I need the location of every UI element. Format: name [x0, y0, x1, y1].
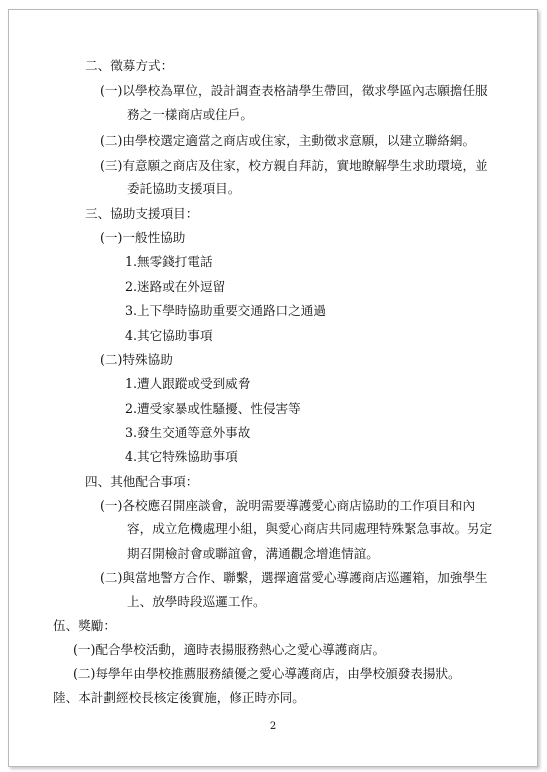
section-2-item-1-line-1: (一)以學校為單位，設計調查表格請學生帶回，徵求學區內志願擔任服	[100, 83, 488, 98]
section-3-heading: 三、協助支援項目：	[85, 206, 199, 221]
section-4-item-2-line-2: 上、放學時段巡邏工作。	[127, 594, 266, 609]
section-3-group-1-item-1: 1.無零錢打電話	[125, 254, 213, 269]
section-5-heading: 伍、獎勵：	[53, 618, 116, 633]
section-2-item-2: (二)由學校選定適當之商店或住家，主動徵求意願，以建立聯絡網。	[100, 133, 476, 148]
section-3-group-1-item-3: 3.上下學時協助重要交通路口之通過	[125, 303, 326, 318]
section-6-text: 陸、本計劃經校長核定後實施，修正時亦同。	[53, 690, 305, 705]
section-3-group-2-item-2: 2.遭受家暴或性騷擾、性侵害等	[125, 401, 301, 416]
section-5-item-2: (二)每學年由學校推薦服務績優之愛心導護商店，由學校頒發表揚狀。	[73, 666, 461, 681]
section-3-group-2-item-3: 3.發生交通等意外事故	[125, 425, 251, 440]
section-3-group-2-item-1: 1.遭人跟蹤或受到威脅	[125, 376, 251, 391]
section-4-heading: 四、其他配合事項：	[85, 474, 199, 489]
section-2-item-1-line-2: 務之一樣商店或住戶。	[127, 107, 253, 122]
section-2-heading: 二、徵募方式：	[85, 58, 174, 73]
page-number: 2	[269, 721, 277, 732]
section-2-item-3-line-2: 委託協助支援項目。	[127, 181, 241, 196]
section-2-item-3-line-1: (三)有意願之商店及住家，校方親自拜訪，實地瞭解學生求助環境，並	[100, 158, 488, 173]
document-page	[8, 9, 538, 767]
section-3-group-2-item-4: 4.其它特殊協助事項	[125, 449, 238, 464]
section-3-group-1-item-2: 2.迷路或在外逗留	[125, 279, 226, 294]
section-3-group-2-title: (二)特殊協助	[100, 352, 173, 367]
section-4-item-1-line-2: 容，成立危機處理小組，與愛心商店共同處理特殊緊急事故。另定	[127, 521, 493, 536]
section-4-item-2-line-1: (二)與當地警方合作、聯繫，選擇適當愛心導護商店巡邏箱，加強學生	[100, 570, 488, 585]
section-3-group-1-title: (一)一般性協助	[100, 230, 186, 245]
section-5-item-1: (一)配合學校活動，適時表揚服務熱心之愛心導護商店。	[73, 642, 386, 657]
section-4-item-1-line-3: 期召開檢討會或聯誼會，溝通觀念增進情誼。	[127, 546, 379, 561]
section-4-item-1-line-1: (一)各校應召開座談會，說明需要導護愛心商店協助的工作項目和內	[100, 498, 476, 513]
section-3-group-1-item-4: 4.其它協助事項	[125, 328, 213, 343]
